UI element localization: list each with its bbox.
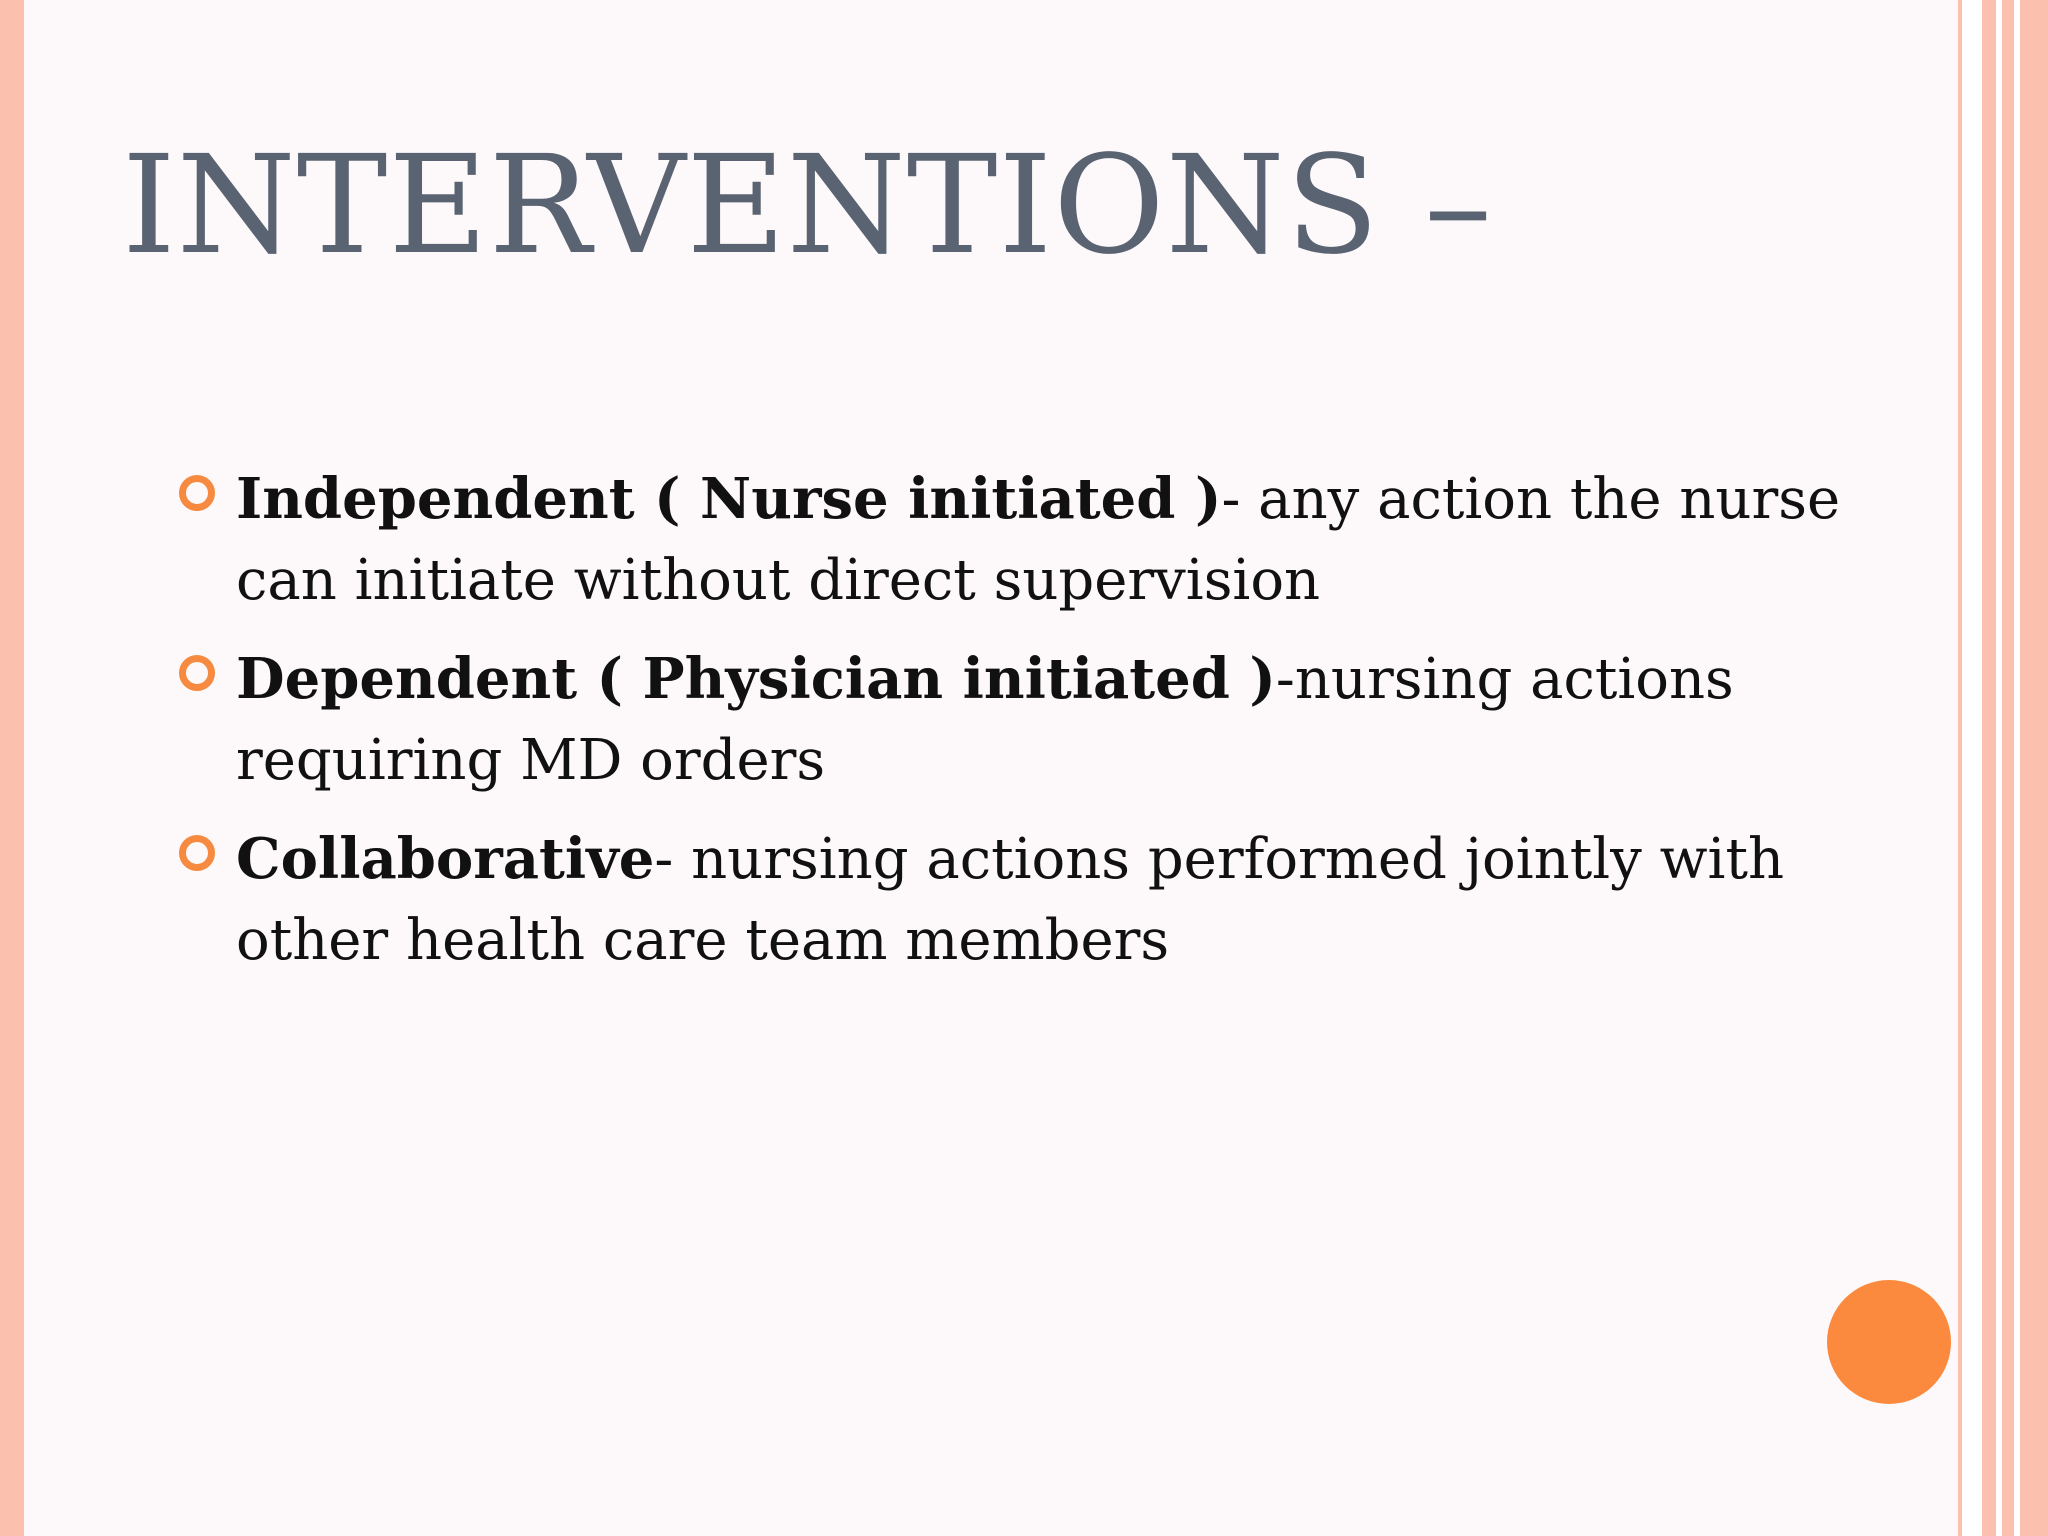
bullet-description: - any action the nurse can initiate without direct supervision xyxy=(236,467,1841,613)
right-border-stripe xyxy=(1982,0,1996,1536)
bullet-list xyxy=(176,459,1876,999)
hollow-circle-bullet-icon xyxy=(179,835,215,871)
left-border-stripe xyxy=(0,0,24,1536)
right-border-stripe xyxy=(2020,0,2048,1536)
orange-circle-decoration xyxy=(1827,1280,1951,1404)
bullet-item-collaborative xyxy=(176,819,1876,981)
slide-title: INTERVENTIONS – xyxy=(122,127,1494,285)
right-border-stripe xyxy=(2002,0,2014,1536)
hollow-circle-bullet-icon xyxy=(179,655,215,691)
bullet-item-independent xyxy=(176,459,1876,621)
bullet-description: -nursing actions requiring MD orders xyxy=(236,647,1734,793)
right-border-stripe xyxy=(1958,0,1962,1536)
bullet-term: Collaborative xyxy=(236,826,655,892)
hollow-circle-bullet-icon xyxy=(179,475,215,511)
right-border-panel xyxy=(1958,0,2048,1536)
bullet-term: Dependent ( Physician initiated ) xyxy=(236,646,1276,712)
bullet-description: - nursing actions performed jointly with other health care team members xyxy=(236,827,1785,973)
bullet-term: Independent ( Nurse initiated ) xyxy=(236,466,1222,532)
bullet-item-dependent xyxy=(176,639,1876,801)
